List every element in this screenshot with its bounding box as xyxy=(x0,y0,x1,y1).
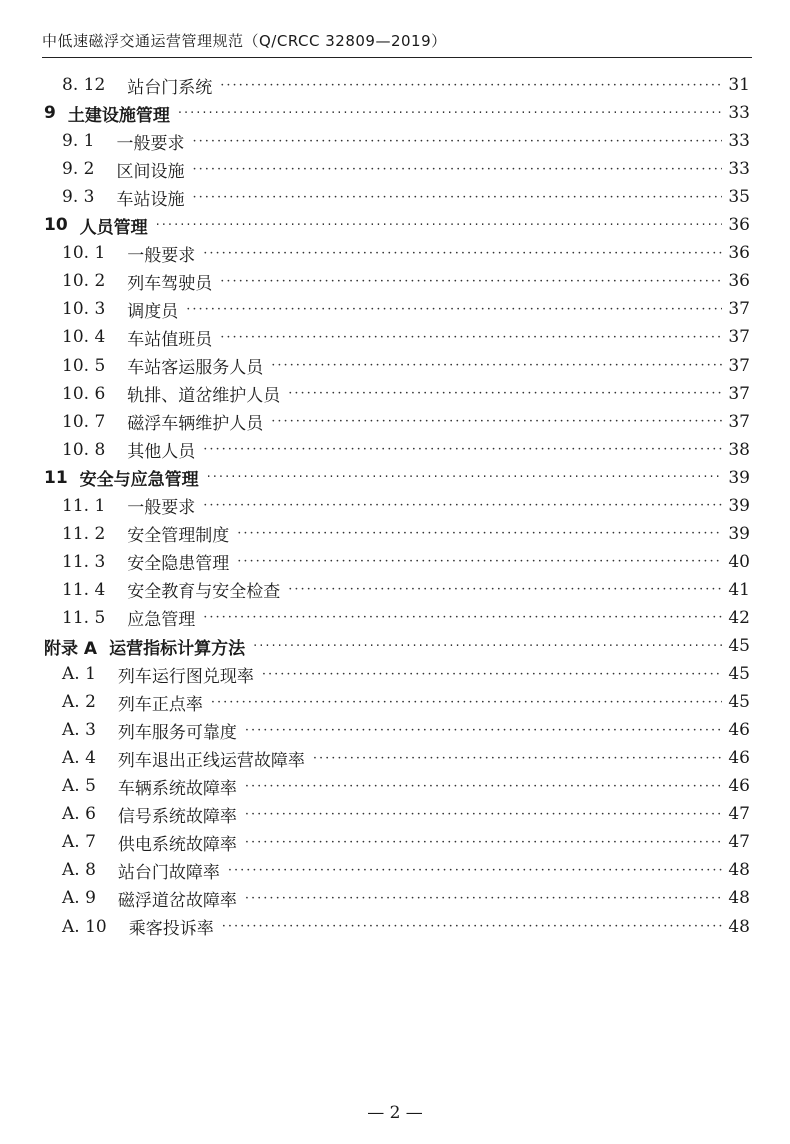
toc-entry-page: 39 xyxy=(728,495,750,516)
toc-entry[interactable] xyxy=(62,155,750,183)
toc-dot-leader xyxy=(156,218,722,233)
toc-entry-title: 信号系统故障率 xyxy=(117,806,237,827)
toc-entry-title: 安全与应急管理 xyxy=(79,470,199,491)
toc-entry[interactable] xyxy=(44,211,750,239)
toc-entry-number: A. 8 xyxy=(62,860,96,881)
toc-entry[interactable] xyxy=(62,295,750,323)
toc-dot-leader xyxy=(288,386,722,401)
toc-dot-leader xyxy=(313,751,722,766)
toc-entry-page: 39 xyxy=(728,523,750,544)
toc-entry[interactable] xyxy=(62,856,750,884)
toc-entry-title: 磁浮车辆维护人员 xyxy=(127,414,264,435)
toc-entry-title: 运营指标计算方法 xyxy=(109,638,246,659)
toc-entry[interactable] xyxy=(62,913,750,941)
toc-entry-page: 46 xyxy=(728,748,750,769)
toc-dot-leader xyxy=(192,190,722,205)
toc-entry[interactable] xyxy=(44,632,750,660)
toc-entry-number: 11. 2 xyxy=(62,523,106,544)
toc-entry-number: 10. 8 xyxy=(62,439,106,460)
toc-entry-number: A. 3 xyxy=(62,720,96,741)
toc-dot-leader xyxy=(192,134,722,149)
toc-entry[interactable] xyxy=(62,800,750,828)
toc-entry-title: 列车服务可靠度 xyxy=(117,722,237,743)
toc-entry-title: 安全管理制度 xyxy=(127,526,230,547)
toc-entry[interactable] xyxy=(62,548,750,576)
toc-entry[interactable] xyxy=(62,744,750,772)
page-number: — 2 — xyxy=(367,1103,423,1123)
toc-entry-page: 45 xyxy=(728,692,750,713)
toc-entry[interactable] xyxy=(62,352,750,380)
toc-dot-leader xyxy=(211,695,722,710)
toc-entry[interactable] xyxy=(62,380,750,408)
toc-dot-leader xyxy=(186,302,722,317)
toc-entry-number: 9. 1 xyxy=(62,131,95,152)
toc-entry-title: 站台门故障率 xyxy=(117,862,220,883)
toc-dot-leader xyxy=(222,919,722,934)
toc-dot-leader xyxy=(271,358,722,373)
toc-entry-title: 安全隐患管理 xyxy=(127,554,230,575)
toc-entry-number: 11. 4 xyxy=(62,579,106,600)
toc-entry-number: A. 4 xyxy=(62,748,96,769)
toc-entry[interactable] xyxy=(62,408,750,436)
toc-entry[interactable] xyxy=(62,688,750,716)
toc-dot-leader xyxy=(288,582,722,597)
toc-entry-page: 42 xyxy=(728,607,750,628)
toc-dot-leader xyxy=(237,526,722,541)
toc-entry-number: 9 xyxy=(44,103,56,124)
toc-entry-number: A. 9 xyxy=(62,888,96,909)
toc-entry-title: 列车运行图兑现率 xyxy=(117,666,254,687)
toc-entry-number: 11. 1 xyxy=(62,495,106,516)
toc-entry-title: 车辆系统故障率 xyxy=(117,778,237,799)
toc-entry-number: 11. 5 xyxy=(62,607,106,628)
toc-entry-number: 10. 5 xyxy=(62,355,106,376)
toc-entry[interactable] xyxy=(44,464,750,492)
toc-entry-title: 其他人员 xyxy=(127,442,196,463)
toc-entry-number: 10 xyxy=(44,215,68,236)
toc-entry[interactable] xyxy=(62,520,750,548)
toc-dot-leader xyxy=(228,863,722,878)
toc-entry-number: A. 2 xyxy=(62,692,96,713)
toc-dot-leader xyxy=(253,639,722,654)
toc-entry-number: 10. 4 xyxy=(62,327,106,348)
toc-entry-title: 土建设施管理 xyxy=(67,105,170,126)
toc-entry-number: A. 5 xyxy=(62,776,96,797)
toc-entry-page: 36 xyxy=(728,271,750,292)
toc-dot-leader xyxy=(220,274,722,289)
toc-dot-leader xyxy=(203,498,722,513)
toc-entry[interactable] xyxy=(62,828,750,856)
toc-entry-page: 48 xyxy=(728,916,750,937)
toc-entry-page: 33 xyxy=(728,159,750,180)
toc-entry-page: 37 xyxy=(728,355,750,376)
toc-entry-title: 列车退出正线运营故障率 xyxy=(117,750,305,771)
toc-entry-title: 乘客投诉率 xyxy=(128,919,214,939)
toc-entry-title: 区间设施 xyxy=(116,161,185,182)
toc-entry-page: 33 xyxy=(728,103,750,124)
toc-entry-page: 48 xyxy=(728,888,750,909)
toc-entry-title: 安全教育与安全检查 xyxy=(127,582,281,603)
toc-entry[interactable] xyxy=(44,99,750,127)
toc-entry-title: 一般要求 xyxy=(116,133,185,154)
toc-entry-page: 37 xyxy=(728,299,750,320)
toc-dot-leader xyxy=(203,610,722,625)
toc-entry-number: A. 10 xyxy=(62,916,107,937)
toc-entry-number: 9. 3 xyxy=(62,187,95,208)
toc-entry-title: 车站设施 xyxy=(116,189,185,210)
toc-dot-leader xyxy=(271,414,722,429)
toc-entry-page: 39 xyxy=(728,467,750,488)
toc-entry-title: 车站值班员 xyxy=(127,329,213,350)
toc-entry-page: 46 xyxy=(728,720,750,741)
toc-entry[interactable] xyxy=(62,604,750,632)
toc-entry-number: 10. 2 xyxy=(62,271,106,292)
toc-entry[interactable] xyxy=(62,436,750,464)
toc-entry-page: 40 xyxy=(728,551,750,572)
toc-entry-title: 站台门系统 xyxy=(127,77,213,98)
running-header: 中低速磁浮交通运营管理规范（Q/CRCC 32809—2019） xyxy=(42,32,447,50)
toc-entry-page: 48 xyxy=(728,860,750,881)
toc-entry-page: 31 xyxy=(728,75,750,95)
toc-dot-leader xyxy=(262,667,722,682)
toc-entry-page: 36 xyxy=(728,243,750,264)
toc-entry-title: 一般要求 xyxy=(127,498,196,519)
toc-entry[interactable] xyxy=(62,884,750,912)
toc-dot-leader xyxy=(203,442,722,457)
toc-dot-leader xyxy=(178,106,722,121)
toc-entry-page: 37 xyxy=(728,383,750,404)
toc-entry-title: 调度员 xyxy=(127,301,179,322)
toc-entry-page: 36 xyxy=(728,215,750,236)
toc-dot-leader xyxy=(237,554,722,569)
toc-entry-number: 9. 2 xyxy=(62,159,95,180)
toc-entry-title: 供电系统故障率 xyxy=(117,834,237,855)
toc-entry-page: 37 xyxy=(728,411,750,432)
toc-entry[interactable] xyxy=(62,716,750,744)
toc-entry-title: 车站客运服务人员 xyxy=(127,358,264,378)
toc-entry[interactable] xyxy=(62,239,750,267)
toc-entry-page: 45 xyxy=(728,664,750,685)
toc-entry[interactable] xyxy=(62,267,750,295)
toc-entry-number: A. 1 xyxy=(62,664,96,685)
toc-entry[interactable] xyxy=(62,183,750,211)
toc-entry[interactable] xyxy=(62,772,750,800)
toc-entry-page: 45 xyxy=(728,636,750,656)
toc-dot-leader xyxy=(245,807,722,822)
toc-dot-leader xyxy=(203,246,722,261)
toc-entry-title: 磁浮道岔故障率 xyxy=(117,890,237,911)
toc-entry-title: 列车正点率 xyxy=(117,694,203,715)
toc-dot-leader xyxy=(245,723,722,738)
toc-entry-number: 10. 3 xyxy=(62,299,106,320)
toc-dot-leader xyxy=(245,779,722,794)
toc-entry[interactable] xyxy=(62,127,750,155)
toc-entry-number: 11 xyxy=(44,467,68,488)
toc-dot-leader xyxy=(192,162,722,177)
toc-entry-number: A. 7 xyxy=(62,832,96,853)
toc-dot-leader xyxy=(245,835,722,850)
toc-entry-page: 33 xyxy=(728,131,750,152)
toc-entry-page: 35 xyxy=(728,187,750,208)
toc-entry[interactable] xyxy=(62,71,750,99)
toc-entry-title: 应急管理 xyxy=(127,610,196,631)
toc-entry-title: 列车驾驶员 xyxy=(127,273,213,294)
toc-entry[interactable] xyxy=(62,576,750,604)
toc-entry-page: 37 xyxy=(728,327,750,348)
toc-entry-title: 人员管理 xyxy=(79,217,148,238)
toc-dot-leader xyxy=(220,330,722,345)
toc-dot-leader xyxy=(220,78,722,93)
toc-dot-leader xyxy=(207,470,722,485)
toc-entry-page: 46 xyxy=(728,776,750,797)
toc-entry-number: 11. 3 xyxy=(62,551,106,572)
toc-entry-number: 10. 6 xyxy=(62,383,106,404)
toc-entry-page: 41 xyxy=(728,579,750,600)
toc-entry-title: 轨排、道岔维护人员 xyxy=(127,386,281,407)
toc-entry-number: A. 6 xyxy=(62,804,96,825)
toc-entry[interactable] xyxy=(62,492,750,520)
toc-entry-number: 10. 1 xyxy=(62,243,106,264)
toc-entry[interactable] xyxy=(62,660,750,688)
toc-entry[interactable] xyxy=(62,323,750,351)
toc-dot-leader xyxy=(245,891,722,906)
toc-entry-number: 8. 12 xyxy=(62,75,106,95)
toc-entry-page: 47 xyxy=(728,832,750,853)
toc-entry-page: 38 xyxy=(728,439,750,460)
header-rule xyxy=(42,57,752,58)
toc-entry-page: 47 xyxy=(728,804,750,825)
toc-entry-number: 附录 A xyxy=(44,638,98,659)
toc-entry-title: 一般要求 xyxy=(127,245,196,266)
toc-entry-number: 10. 7 xyxy=(62,411,106,432)
